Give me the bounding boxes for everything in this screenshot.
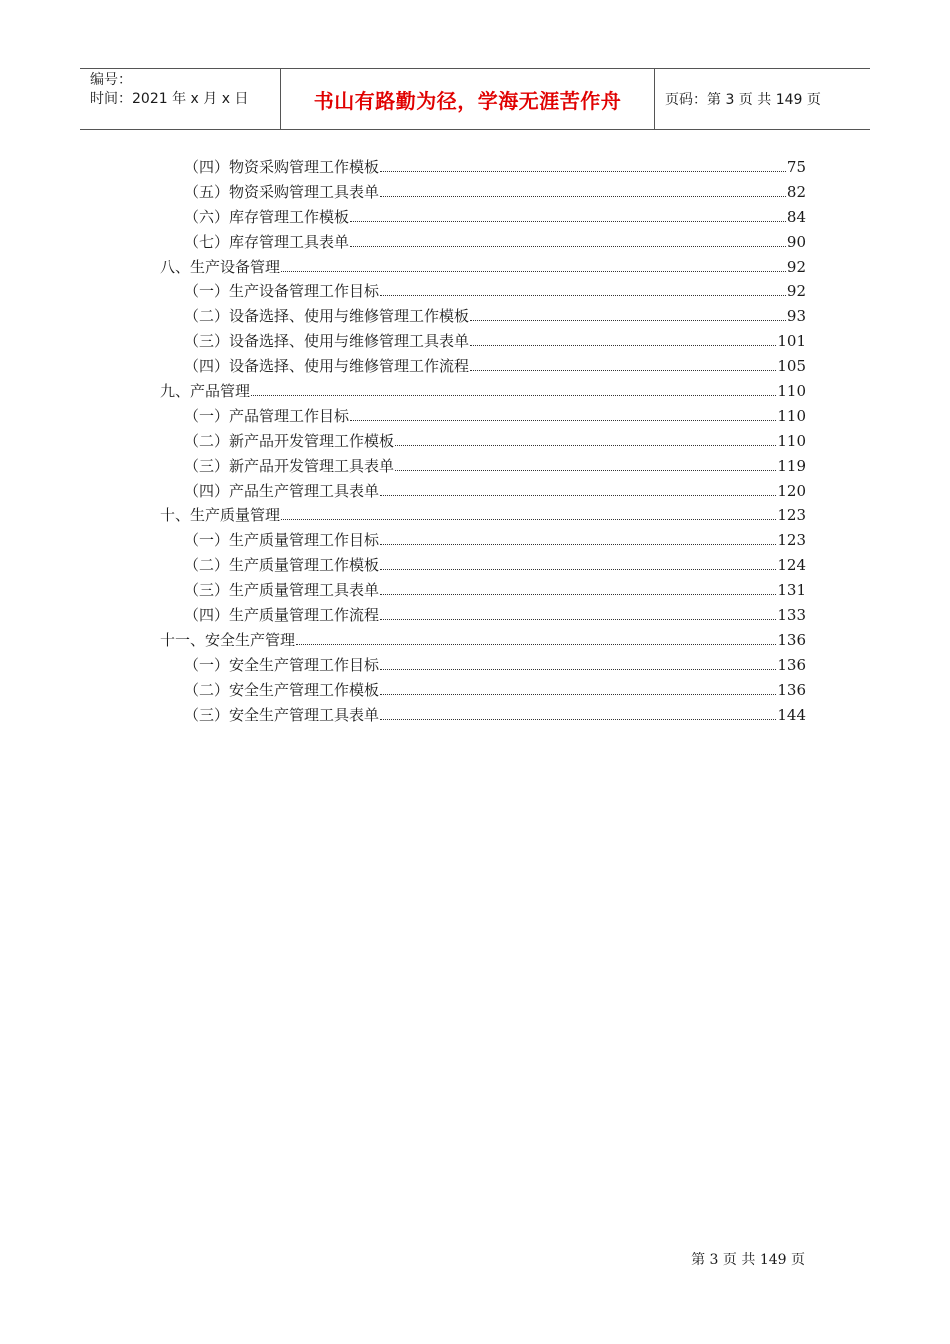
- toc-entry[interactable]: [160, 678, 806, 703]
- toc-entry-label: （一）生产设备管理工作目标: [184, 282, 380, 301]
- toc-entry-page: 123: [777, 531, 806, 550]
- toc-entry-page: 136: [777, 630, 806, 649]
- toc-entry-page: 101: [777, 332, 806, 351]
- toc-dot-leader: [395, 444, 776, 446]
- toc-entry-page: 92: [786, 257, 806, 276]
- toc-entry[interactable]: [160, 205, 806, 230]
- toc-entry-page: 136: [777, 680, 806, 699]
- toc-entry-page: 105: [777, 357, 806, 376]
- toc-dot-leader: [380, 618, 776, 620]
- toc-entry[interactable]: [160, 503, 806, 528]
- toc-dot-leader: [395, 469, 776, 471]
- toc-entry-page: 144: [777, 705, 806, 724]
- toc-dot-leader: [380, 668, 776, 670]
- toc-entry-page: 110: [777, 382, 806, 401]
- toc-entry[interactable]: [160, 553, 806, 578]
- toc-entry-page: 136: [777, 655, 806, 674]
- toc-entry-label: 十一、安全生产管理: [160, 630, 296, 649]
- toc-dot-leader: [350, 220, 786, 222]
- toc-dot-leader: [470, 369, 776, 371]
- toc-entry-label: （六）库存管理工作模板: [184, 207, 350, 226]
- toc-entry-label: （二）生产质量管理工作模板: [184, 556, 380, 575]
- toc-entry-page: 131: [777, 581, 806, 600]
- toc-entry[interactable]: [160, 703, 806, 728]
- toc-entry-label: 十、生产质量管理: [160, 506, 281, 525]
- toc-entry[interactable]: [160, 479, 806, 504]
- toc-dot-leader: [380, 543, 776, 545]
- toc-entry-label: （一）生产质量管理工作目标: [184, 531, 380, 550]
- toc-dot-leader: [380, 294, 786, 296]
- toc-entry-label: （二）设备选择、使用与维修管理工作模板: [184, 307, 470, 326]
- toc-entry-label: 九、产品管理: [160, 382, 251, 401]
- header-meta: [80, 69, 281, 129]
- toc-entry[interactable]: [160, 279, 806, 304]
- toc-entry[interactable]: [160, 379, 806, 404]
- toc-entry-label: （四）设备选择、使用与维修管理工作流程: [184, 357, 470, 376]
- toc-entry[interactable]: [160, 653, 806, 678]
- toc-dot-leader: [380, 568, 776, 570]
- toc-entry-label: （三）生产质量管理工具表单: [184, 581, 380, 600]
- toc-entry[interactable]: [160, 454, 806, 479]
- header-motto: 书山有路勤为径，学海无涯苦作舟: [281, 69, 655, 129]
- toc-dot-leader: [251, 394, 776, 396]
- page-footer: 第 3 页 共 149 页: [691, 1252, 805, 1268]
- toc-entry-page: 93: [786, 307, 806, 326]
- toc-dot-leader: [470, 344, 776, 346]
- toc-entry[interactable]: [160, 155, 806, 180]
- toc-entry-page: 124: [777, 556, 806, 575]
- toc-entry[interactable]: [160, 528, 806, 553]
- toc-entry[interactable]: [160, 304, 806, 329]
- toc-entry-label: （三）安全生产管理工具表单: [184, 705, 380, 724]
- toc-dot-leader: [380, 195, 786, 197]
- toc-entry-page: 84: [786, 207, 806, 226]
- toc-dot-leader: [380, 718, 776, 720]
- toc-dot-leader: [350, 419, 776, 421]
- toc-entry[interactable]: [160, 255, 806, 280]
- toc-entry-page: 90: [786, 232, 806, 251]
- toc-entry-label: （二）安全生产管理工作模板: [184, 680, 380, 699]
- toc-entry-label: （二）新产品开发管理工作模板: [184, 431, 395, 450]
- toc-entry-label: （七）库存管理工具表单: [184, 232, 350, 251]
- toc-entry-page: 92: [786, 282, 806, 301]
- table-of-contents: [160, 155, 806, 727]
- toc-entry[interactable]: [160, 404, 806, 429]
- toc-entry-label: （四）生产质量管理工作流程: [184, 606, 380, 625]
- toc-entry-page: 123: [777, 506, 806, 525]
- toc-entry-page: 75: [786, 158, 806, 176]
- header-page-info: 页码：第 3 页 共 149 页: [665, 92, 821, 108]
- toc-dot-leader: [350, 245, 786, 247]
- page-header: [80, 68, 870, 130]
- toc-entry-label: （三）新产品开发管理工具表单: [184, 456, 395, 475]
- document-date-label: 时间：2021 年 x 月 x 日: [90, 91, 249, 107]
- toc-entry[interactable]: [160, 354, 806, 379]
- toc-dot-leader: [281, 270, 786, 272]
- toc-entry-page: 82: [786, 182, 806, 201]
- toc-entry-label: （一）产品管理工作目标: [184, 406, 350, 425]
- toc-entry-page: 133: [777, 606, 806, 625]
- toc-entry[interactable]: [160, 628, 806, 653]
- toc-entry[interactable]: [160, 429, 806, 454]
- toc-entry-page: 110: [777, 431, 806, 450]
- toc-entry-label: 八、生产设备管理: [160, 257, 281, 276]
- toc-entry-label: （三）设备选择、使用与维修管理工具表单: [184, 332, 470, 351]
- toc-entry[interactable]: [160, 329, 806, 354]
- toc-entry-label: （四）物资采购管理工作模板: [184, 158, 380, 176]
- toc-dot-leader: [380, 593, 776, 595]
- toc-dot-leader: [470, 319, 786, 321]
- document-number-label: 编号：: [90, 72, 132, 88]
- toc-entry[interactable]: [160, 230, 806, 255]
- toc-entry[interactable]: [160, 603, 806, 628]
- toc-entry-page: 119: [777, 456, 806, 475]
- toc-dot-leader: [296, 643, 776, 645]
- toc-entry-label: （一）安全生产管理工作目标: [184, 655, 380, 674]
- toc-entry-label: （五）物资采购管理工具表单: [184, 182, 380, 201]
- toc-entry[interactable]: [160, 180, 806, 205]
- toc-dot-leader: [380, 494, 776, 496]
- toc-dot-leader: [380, 693, 776, 695]
- toc-dot-leader: [281, 518, 776, 520]
- toc-entry-label: （四）产品生产管理工具表单: [184, 481, 380, 500]
- toc-dot-leader: [380, 170, 786, 172]
- toc-entry-page: 110: [777, 406, 806, 425]
- toc-entry-page: 120: [777, 481, 806, 500]
- toc-entry[interactable]: [160, 578, 806, 603]
